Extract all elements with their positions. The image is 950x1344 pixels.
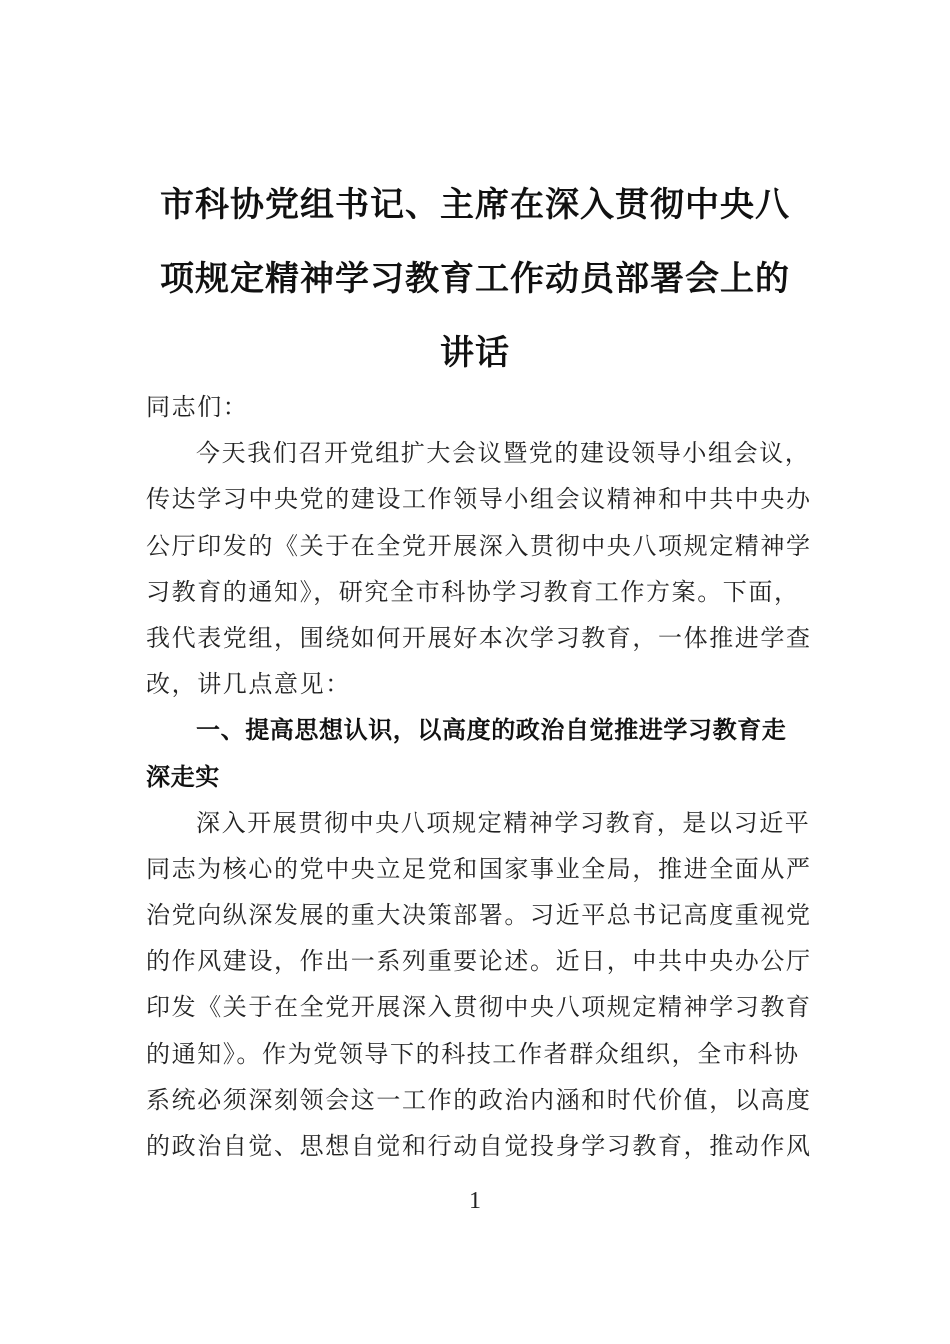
- title-line: 讲话: [440, 333, 510, 373]
- section-heading-line: 深走实: [146, 762, 220, 791]
- paragraph-line: 同志为核心的党中央立足党和国家事业全局，推进全面从严: [146, 854, 812, 883]
- paragraph-line: 我代表党组，围绕如何开展好本次学习教育，一体推进学查: [146, 623, 812, 652]
- paragraph-line: 的通知》。作为党领导下的科技工作者群众组织，全市科协: [146, 1039, 800, 1068]
- paragraph-line: 公厅印发的《关于在全党开展深入贯彻中央八项规定精神学: [146, 531, 812, 560]
- salutation: 同志们：: [146, 393, 249, 421]
- paragraph-line: 的作风建设，作出一系列重要论述。近日，中共中央办公厅: [146, 947, 812, 976]
- paragraph-line: 深入开展贯彻中央八项规定精神学习教育，是以习近平: [196, 808, 811, 837]
- title-line: 项规定精神学习教育工作动员部署会上的: [160, 259, 790, 299]
- paragraph-line: 习教育的通知》，研究全市科协学习教育工作方案。下面，: [146, 577, 800, 606]
- paragraph-line: 改，讲几点意见：: [146, 670, 351, 699]
- paragraph-line: 治党向纵深发展的重大决策部署。习近平总书记高度重视党: [146, 901, 812, 930]
- title-line: 市科协党组书记、主席在深入贯彻中央八: [160, 185, 790, 225]
- paragraph-line: 的政治自觉、思想自觉和行动自觉投身学习教育，推动作风: [146, 1132, 812, 1160]
- section-heading-line: 一、提高思想认识，以高度的政治自觉推进学习教育走: [196, 716, 787, 745]
- page-number: 1: [469, 1188, 481, 1214]
- paragraph-line: 今天我们召开党组扩大会议暨党的建设领导小组会议，: [196, 439, 811, 468]
- document-body: [146, 384, 810, 1169]
- paragraph-line: 传达学习中央党的建设工作领导小组会议精神和中共中央办: [146, 485, 812, 514]
- document-title: [140, 168, 810, 390]
- paragraph-line: 印发《关于在全党开展深入贯彻中央八项规定精神学习教育: [146, 993, 812, 1022]
- paragraph-line: 系统必须深刻领会这一工作的政治内涵和时代价值，以高度: [146, 1085, 812, 1114]
